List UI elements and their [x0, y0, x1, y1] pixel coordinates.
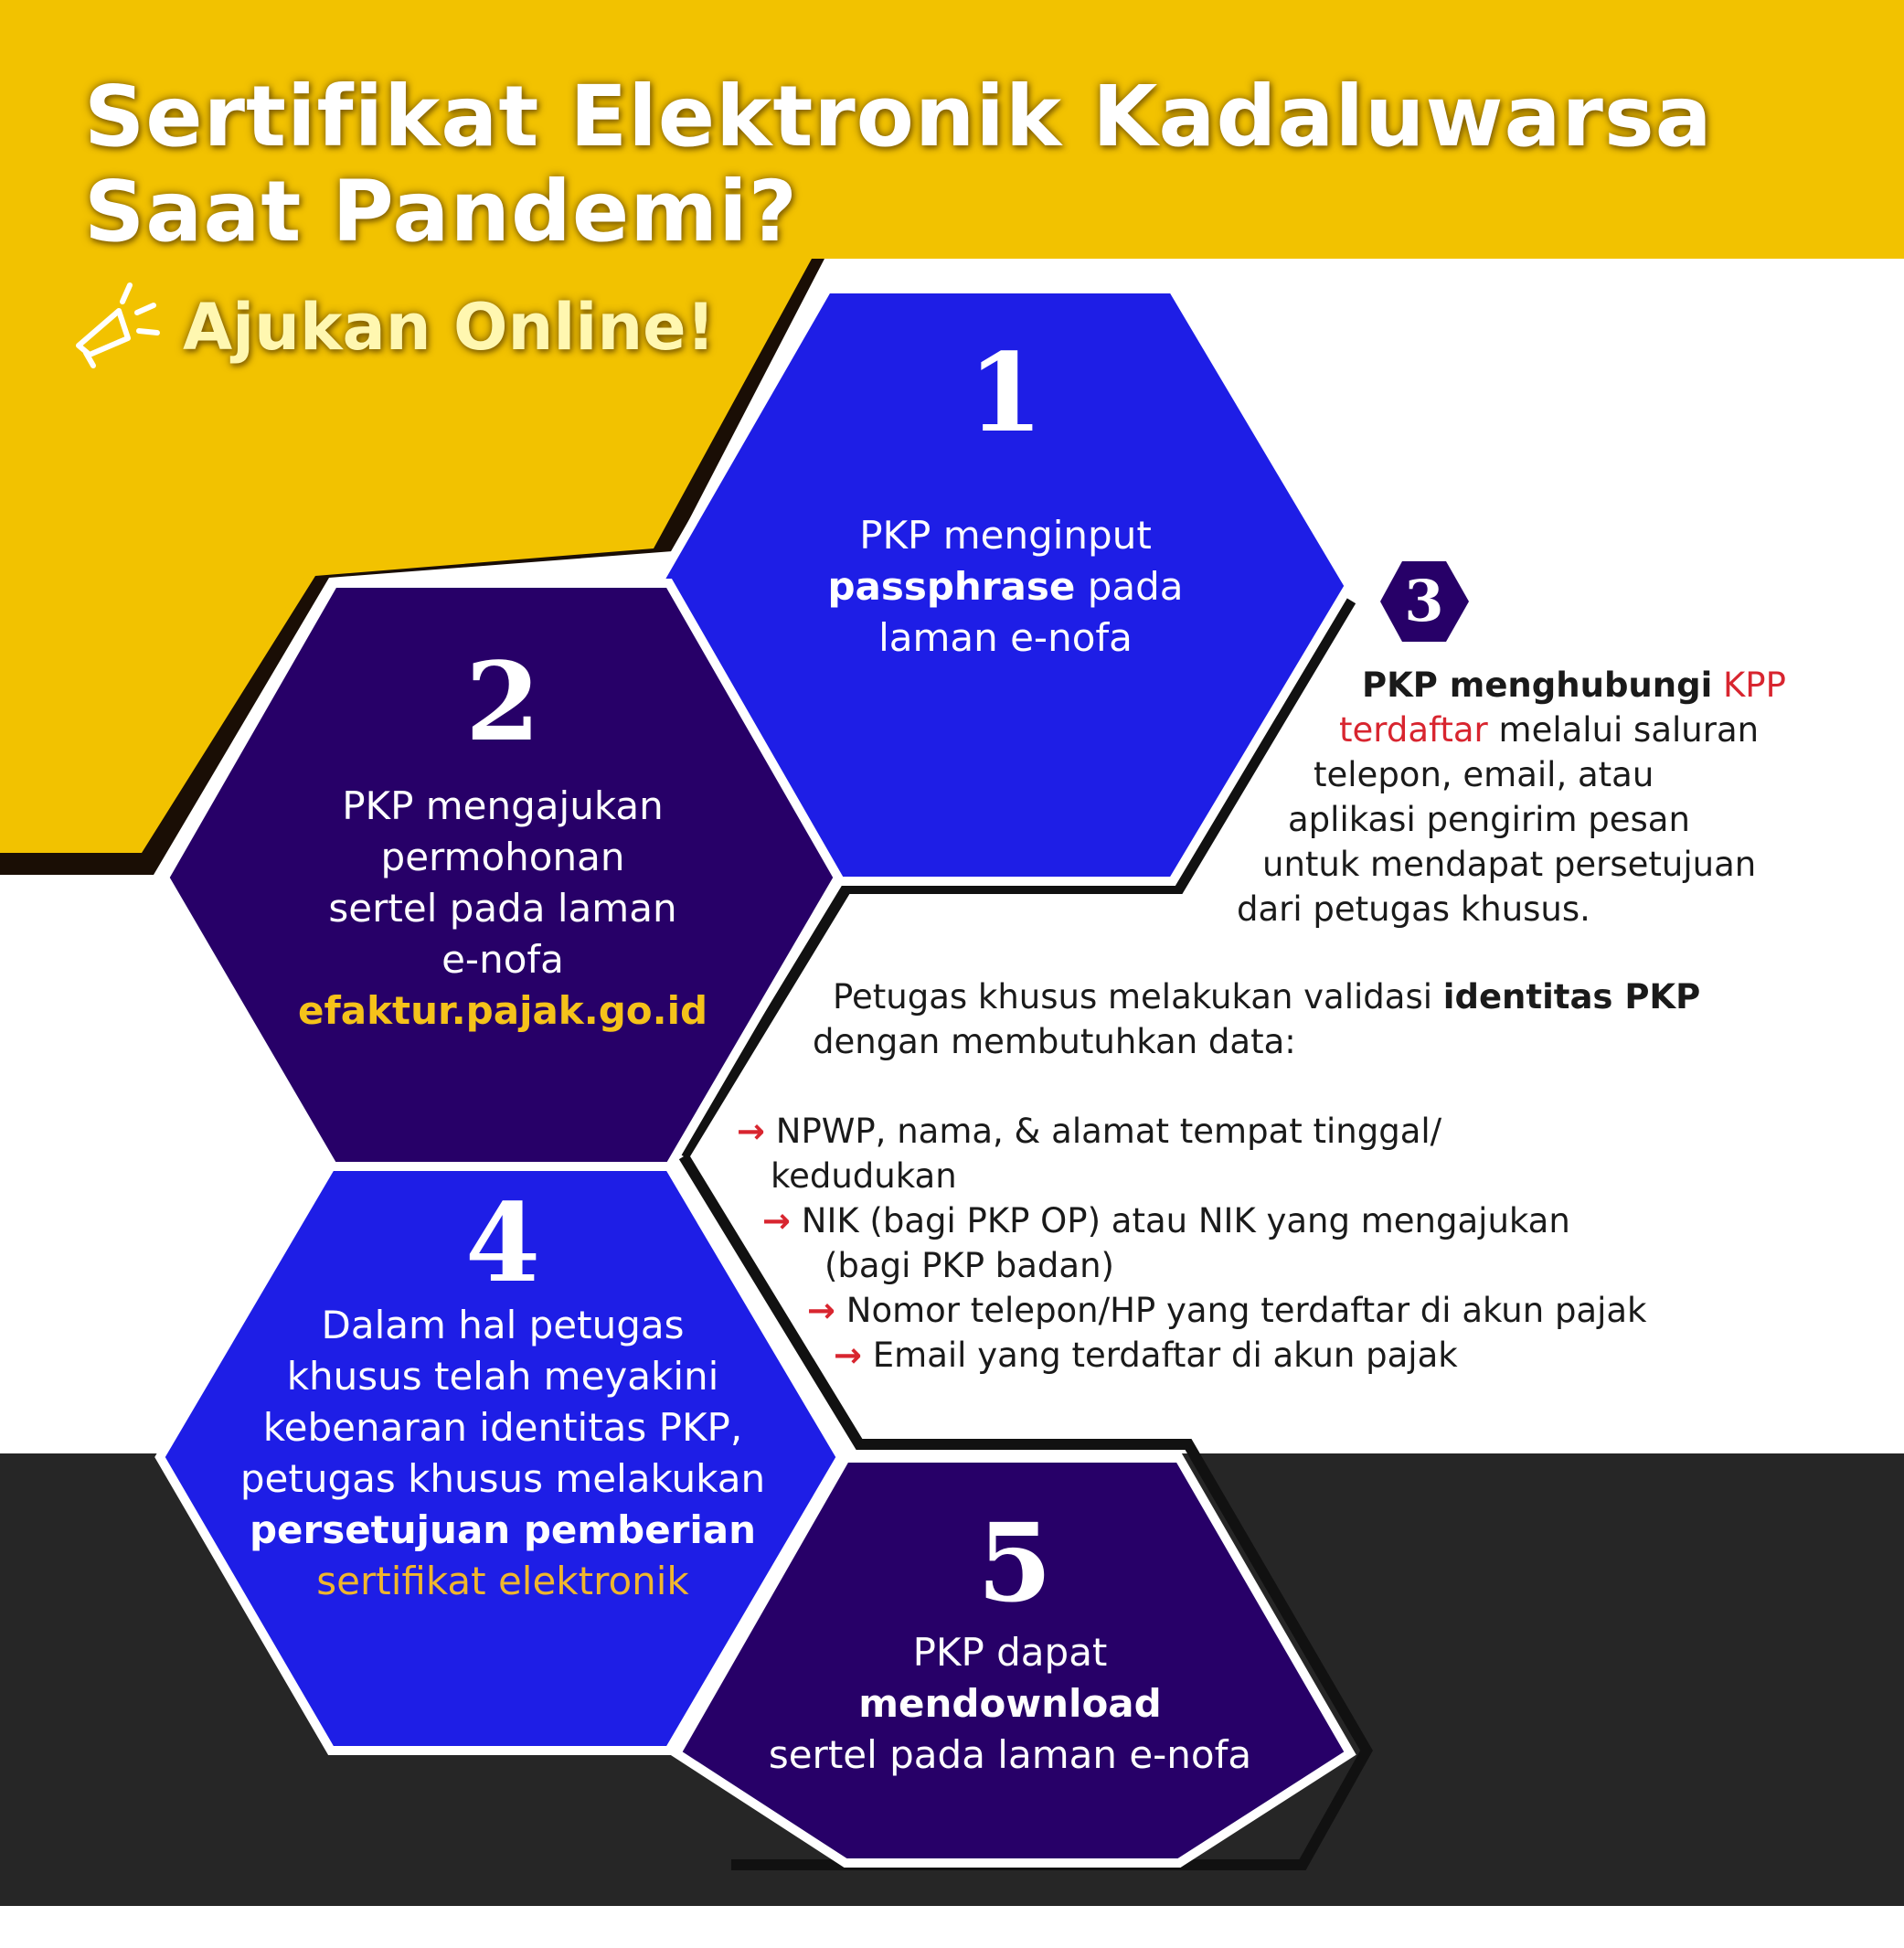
step3-line4: aplikasi pengirim pesan	[1288, 800, 1690, 839]
validation-intro-text: Petugas khusus melakukan validasi	[833, 977, 1443, 1017]
validation-item4	[834, 1333, 1458, 1378]
validation-item4-text: Email yang terdaftar di akun pajak	[872, 1336, 1458, 1375]
step2-number: 2	[464, 638, 541, 765]
step1-number: 1	[967, 329, 1044, 456]
validation-item2-text: NIK (bagi PKP OP) atau NIK yang mengajukan	[801, 1201, 1570, 1240]
step3-line3: telepon, email, atau	[1314, 755, 1654, 794]
step5-line1: PKP dapat	[912, 1630, 1108, 1675]
step2-text	[247, 781, 759, 1037]
step1-text	[750, 510, 1261, 664]
step2-link: efaktur.pajak.go.id	[297, 988, 708, 1033]
step3-bold: PKP menghubungi	[1362, 665, 1713, 705]
step4-number: 4	[464, 1179, 541, 1306]
validation-item3	[807, 1288, 1646, 1333]
step2-line2: permohonan	[380, 835, 625, 879]
step4-line2: khusus telah meyakini	[286, 1354, 719, 1399]
step4-bold-line	[210, 1505, 795, 1556]
step1-line2	[750, 561, 1261, 612]
page-title-line1: Sertifikat Elektronik Kadaluwarsa	[84, 68, 1713, 165]
step4-bold: persetujuan pemberian	[249, 1507, 757, 1552]
validation-intro	[833, 974, 1700, 1019]
arrow-right-icon: →	[807, 1291, 836, 1330]
step3-number: 3	[1404, 568, 1444, 634]
step5-number: 5	[976, 1499, 1053, 1626]
arrow-right-icon: →	[834, 1336, 863, 1375]
step5-line3: sertel pada laman e-nofa	[768, 1732, 1252, 1777]
arrow-right-icon: →	[737, 1112, 766, 1151]
step5-bold-line	[713, 1678, 1307, 1730]
megaphone-icon	[62, 274, 163, 375]
validation-item2-line1	[762, 1198, 1570, 1243]
step3-red2: terdaftar	[1339, 710, 1488, 750]
validation-item3-text: Nomor telepon/HP yang terdaftar di akun pajak	[846, 1291, 1647, 1330]
step5-text	[713, 1627, 1307, 1781]
step3-line5: untuk mendapat persetujuan	[1262, 845, 1757, 884]
page-title-line2: Saat Pandemi?	[84, 163, 798, 261]
validation-intro-bold: identitas PKP	[1442, 977, 1701, 1017]
step3-line2-rest: melalui saluran	[1487, 710, 1760, 750]
step3-line1	[1362, 663, 1786, 708]
step4-gold: sertifikat elektronik	[316, 1559, 689, 1603]
validation-intro2: dengan membutuhkan data:	[813, 1022, 1296, 1061]
step1-line3: laman e-nofa	[878, 615, 1133, 660]
step3-red1: KPP	[1712, 665, 1786, 705]
step3-line6: dari petugas khusus.	[1237, 889, 1590, 929]
step4-text	[210, 1300, 795, 1607]
step2-line1: PKP mengajukan	[342, 783, 664, 828]
step1-bold: passphrase	[827, 564, 1076, 609]
step2-line3: sertel pada laman	[328, 886, 677, 931]
step3-line2	[1339, 708, 1759, 752]
step5-bold: mendownload	[858, 1681, 1162, 1726]
step1-line1: PKP menginput	[859, 513, 1152, 558]
step1-line2-rest: pada	[1075, 564, 1184, 609]
validation-item1-line1	[737, 1109, 1441, 1154]
validation-item2-line2: (bagi PKP badan)	[824, 1246, 1114, 1285]
step4-line4: petugas khusus melakukan	[239, 1456, 766, 1501]
step4-line3: kebenaran identitas PKP,	[262, 1405, 743, 1450]
step4-line1: Dalam hal petugas	[321, 1303, 685, 1347]
validation-item1-text: NPWP, nama, & alamat tempat tinggal/	[775, 1112, 1442, 1151]
step2-line4: e-nofa	[441, 937, 564, 982]
arrow-right-icon: →	[762, 1201, 792, 1240]
page-subtitle: Ajukan Online!	[183, 290, 716, 365]
validation-item1-line2: kedudukan	[771, 1156, 957, 1196]
